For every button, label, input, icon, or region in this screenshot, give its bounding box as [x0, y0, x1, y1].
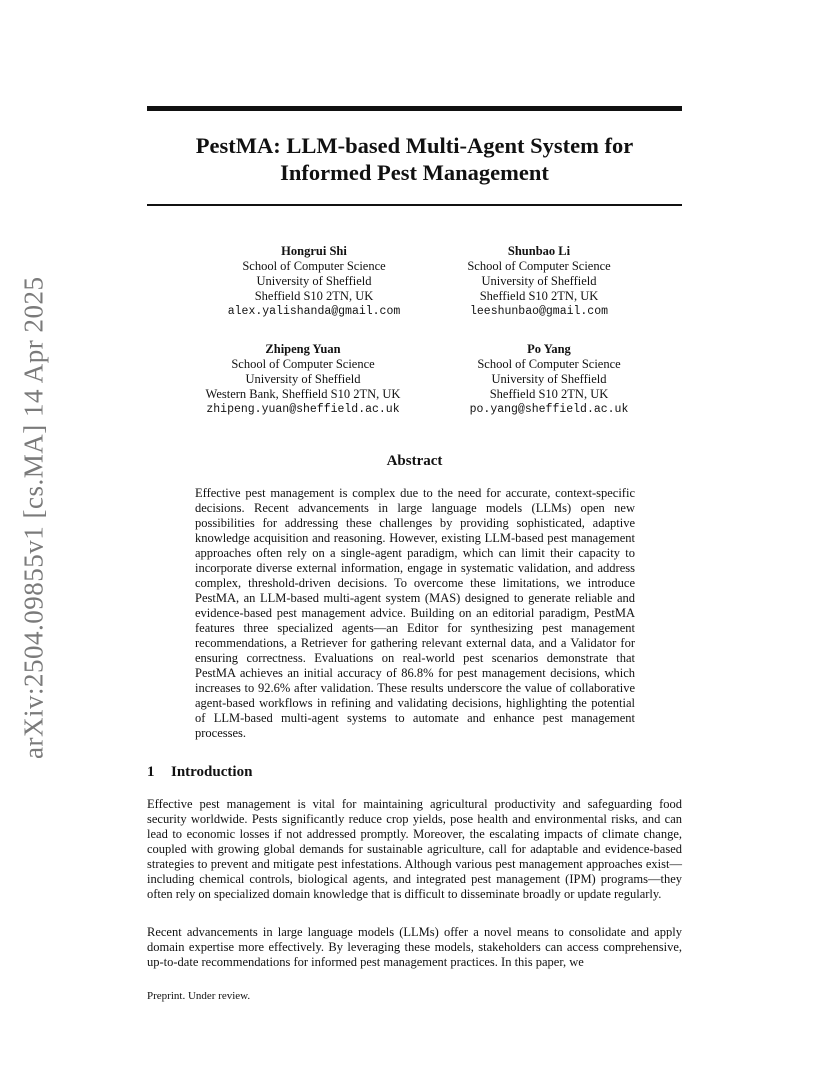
intro-paragraph: Recent advancements in large language models (LLMs) offer a novel means to consolidate and apply domain expertise more effectively. By leveraging these models, stakeholders can access comprehensive, up-to-date recommendations for informed pest management practices. In this paper, we	[147, 925, 682, 969]
title-line: Informed Pest Management	[280, 160, 549, 185]
author-affiliation: University of Sheffield	[481, 274, 597, 288]
arxiv-identifier: arXiv:2504.09855v1 [cs.MA] 14 Apr 2025	[18, 276, 49, 760]
preprint-footer: Preprint. Under review.	[147, 990, 251, 1002]
author-email: leeshunbao@gmail.com	[469, 305, 609, 318]
author-address: Sheffield S10 2TN, UK	[479, 289, 599, 303]
author-email: zhipeng.yuan@sheffield.ac.uk	[206, 403, 400, 416]
section-heading-introduction	[147, 764, 252, 781]
author-affiliation: School of Computer Science	[231, 357, 375, 371]
author-email: alex.yalishanda@gmail.com	[227, 305, 401, 318]
author-name: Zhipeng Yuan	[265, 342, 341, 356]
author-block	[389, 244, 689, 319]
author-name: Shunbao Li	[507, 244, 571, 258]
author-address: Sheffield S10 2TN, UK	[254, 289, 374, 303]
abstract-heading: Abstract	[386, 453, 443, 469]
author-affiliation: University of Sheffield	[491, 372, 607, 386]
paper-title	[147, 132, 682, 186]
intro-paragraph: Effective pest management is vital for maintaining agricultural productivity and safeguarding food security worldwide. Pests significantly reduce crop yields, pose health and environmental risks, and can lead to economic losses if not addressed promptly. Moreover, the escalating impacts of climate change, coupled with growing global demands for sustainable agriculture, call for adaptable and evidence-based strategies to prevent and mitigate pest infestations. Although various pest management approaches exist—including chemical controls, biological agents, and integrated pest management (IPM) programs—they often rely on specialized domain knowledge that is difficult to disseminate broadly or update regularly.	[147, 797, 682, 901]
abstract-text: Effective pest management is complex due to the need for accurate, context-specific decisions. Recent advancements in large language models (LLMs) open new possibilities for addressing these challenges by providing sophisticated, adaptive knowledge acquisition and reasoning. However, existing LLM-based pest management approaches often rely on a single-agent paradigm, which can limit their capacity to incorporate diverse external information, engage in systematic validation, and address complex, threshold-driven decisions. To overcome these limitations, we introduce PestMA, an LLM-based multi-agent system (MAS) designed to generate reliable and evidence-based pest management advice. Building on an editorial paradigm, PestMA features three specialized agents—an Editor for synthesizing pest management recommendations, a Retriever for gathering relevant external data, and a Validator for ensuring correctness. Evaluations on real-world pest scenarios demonstrate that PestMA achieves an initial accuracy of 86.8% for pest management decisions, which increases to 92.6% after validation. These results underscore the value of collaborative agent-based workflows in refining and validating decisions, highlighting the potential of LLM-based multi-agent systems to automate and enhance pest management processes.	[195, 486, 635, 740]
author-name: Hongrui Shi	[281, 244, 347, 258]
author-affiliation: University of Sheffield	[256, 274, 372, 288]
author-affiliation: School of Computer Science	[467, 259, 611, 273]
author-affiliation: School of Computer Science	[242, 259, 386, 273]
author-address: Western Bank, Sheffield S10 2TN, UK	[205, 387, 401, 401]
title-rule-top	[147, 106, 682, 111]
author-address: Sheffield S10 2TN, UK	[489, 387, 609, 401]
title-rule-bottom	[147, 204, 682, 206]
section-title: Introduction	[171, 764, 253, 780]
author-name: Po Yang	[527, 342, 571, 356]
author-affiliation: School of Computer Science	[477, 357, 621, 371]
title-line: PestMA: LLM-based Multi-Agent System for	[195, 133, 634, 158]
author-block	[399, 342, 699, 417]
section-number: 1	[147, 764, 155, 780]
author-email: po.yang@sheffield.ac.uk	[469, 403, 629, 416]
author-affiliation: University of Sheffield	[245, 372, 361, 386]
